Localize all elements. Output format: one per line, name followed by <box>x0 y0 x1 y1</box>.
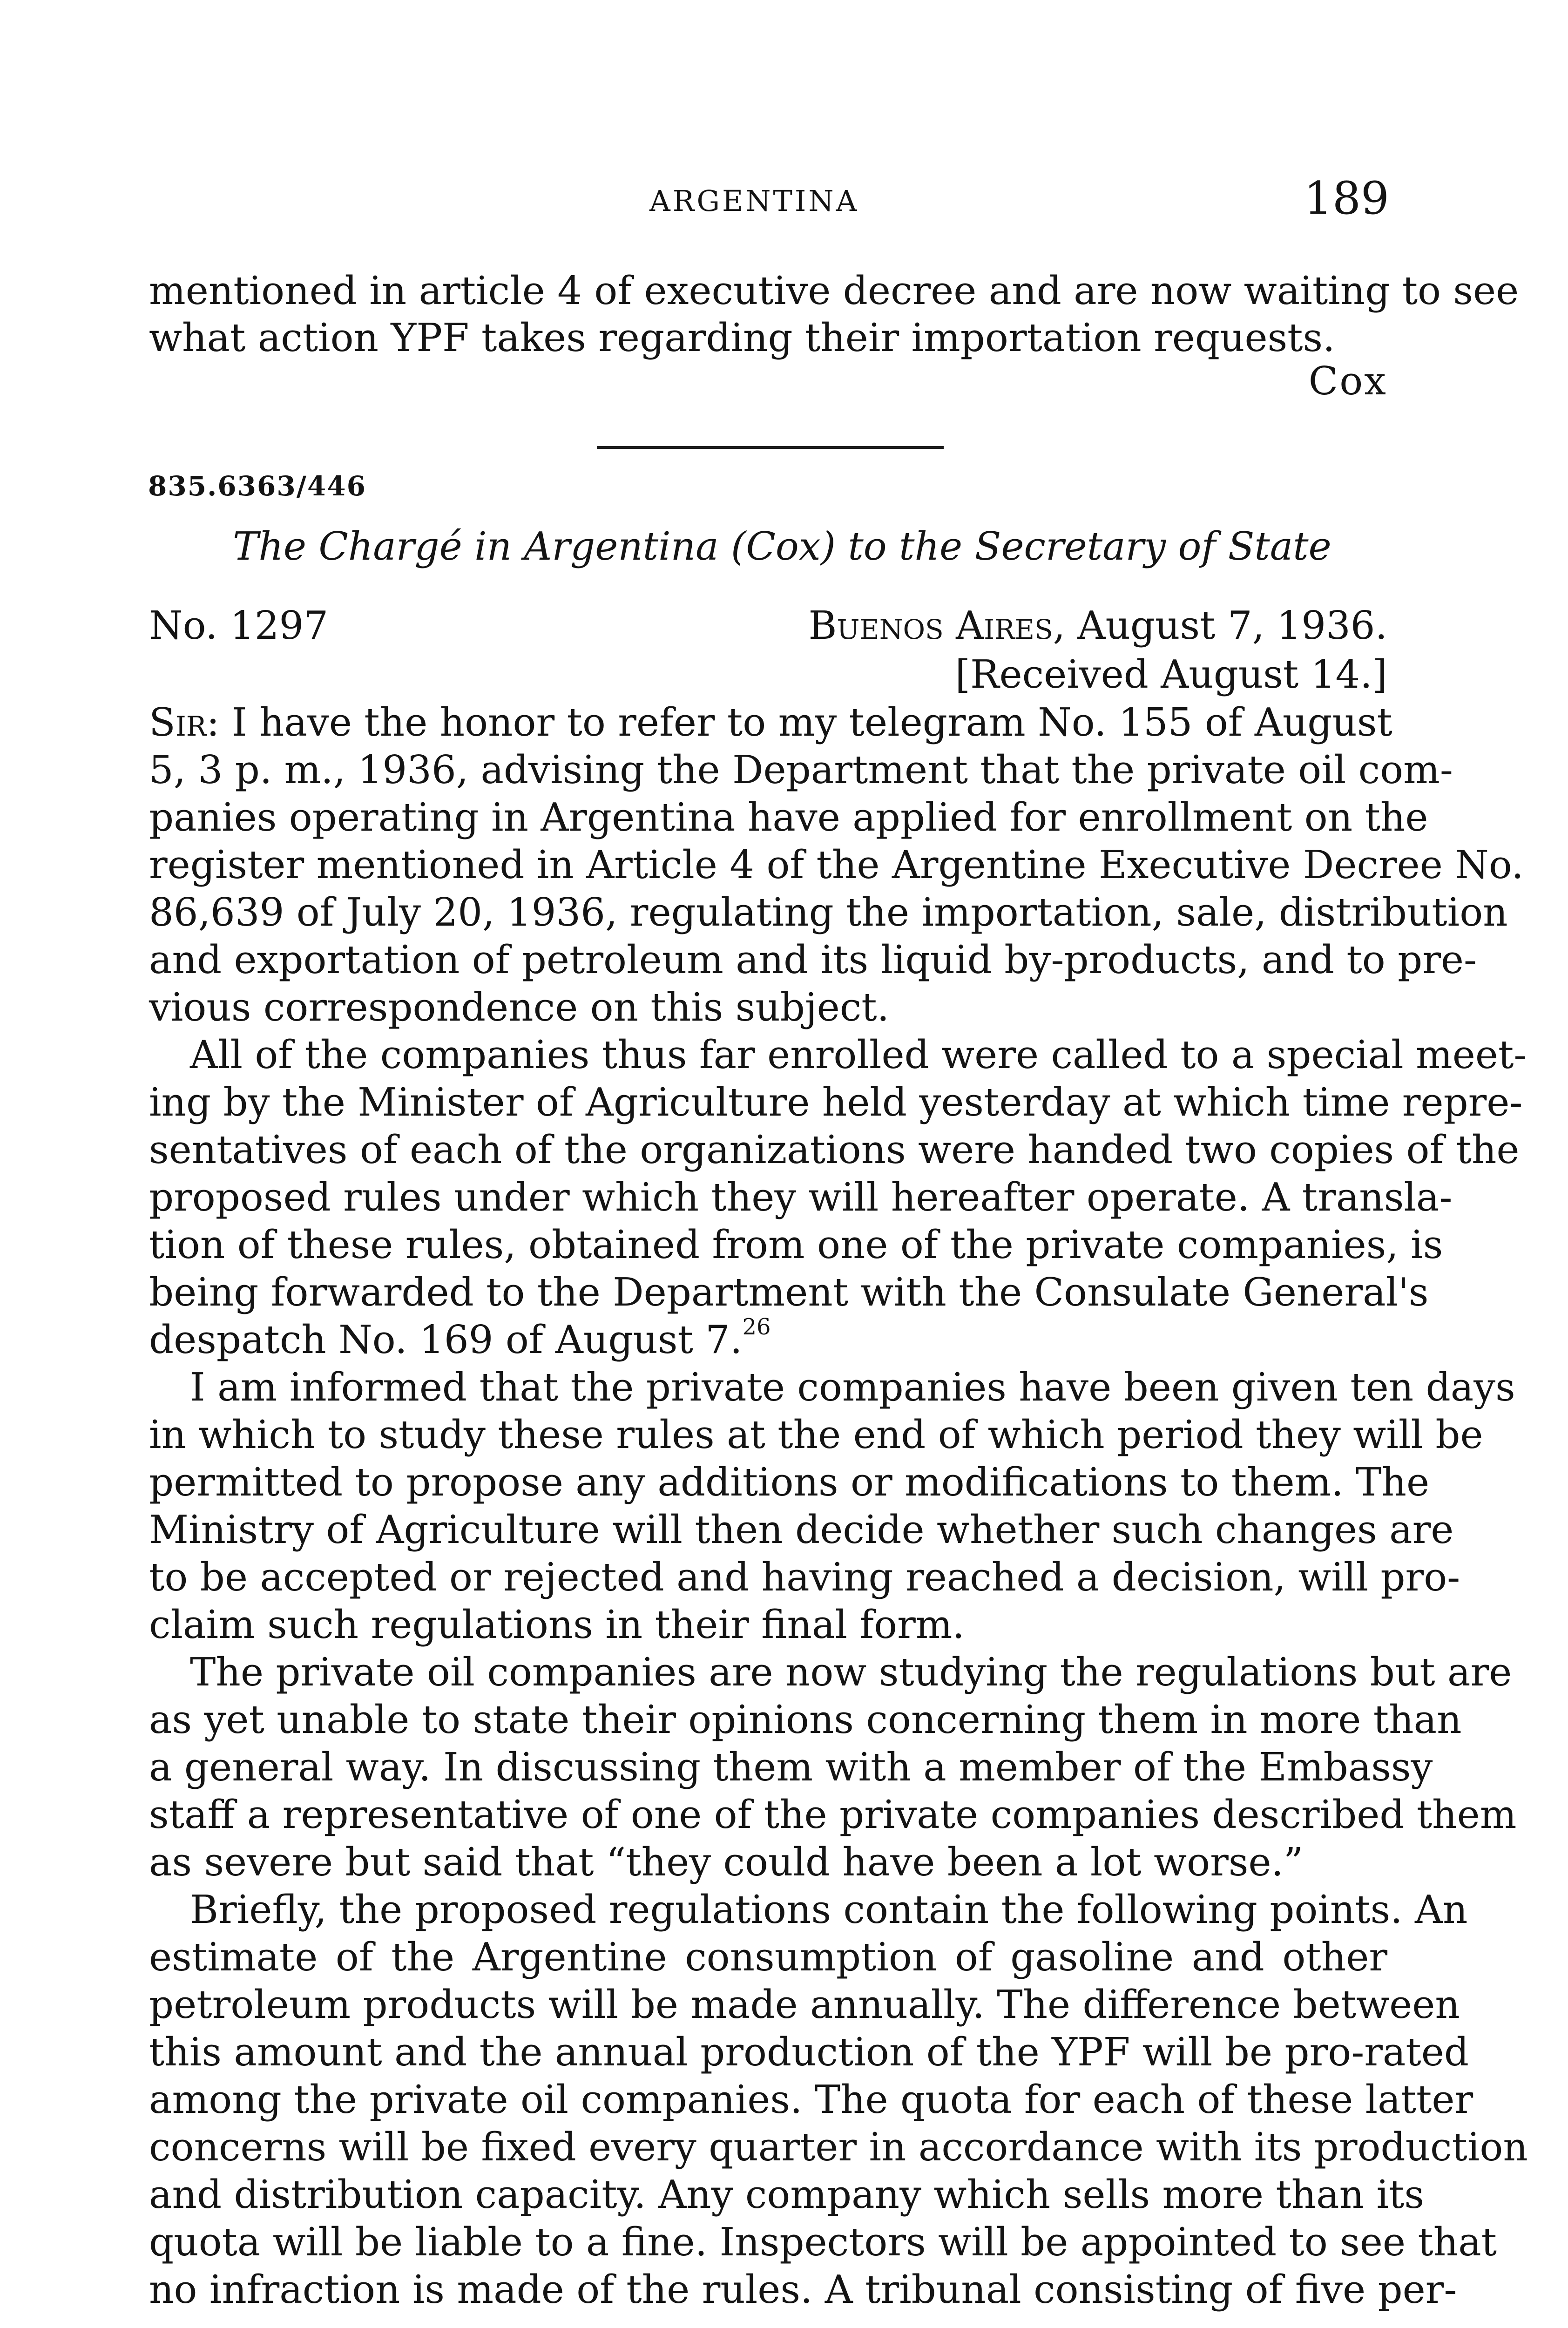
signature: Cox <box>1308 359 1387 404</box>
paragraph-line: this amount and the annual production of the YPF will be pro-rated <box>149 2030 1469 2075</box>
paragraph-line: staff a representative of one of the private companies described them <box>149 1792 1517 1837</box>
paragraph-line: and exportation of petroleum and its liquid by-products, and to pre- <box>149 937 1477 982</box>
paragraph-line: 86,639 of July 20, 1936, regulating the importation, sale, distribution <box>149 890 1508 935</box>
received-date: [Received August 14.] <box>955 652 1387 697</box>
place-date <box>809 603 1388 648</box>
paragraph-line: quota will be liable to a fine. Inspectors will be appointed to see that <box>149 2220 1497 2265</box>
paragraph-line: to be accepted or rejected and having reached a decision, will pro- <box>149 1555 1460 1600</box>
paragraph-line: The private oil companies are now studying the regulations but are <box>190 1650 1512 1695</box>
paragraph-line: in which to study these rules at the end of which period they will be <box>149 1412 1483 1457</box>
paragraph-line: register mentioned in Article 4 of the Argentine Executive Decree No. <box>149 842 1524 887</box>
continuation-line: what action YPF takes regarding their importation requests. <box>149 315 1335 360</box>
paragraph-line: being forwarded to the Department with the Consulate General's <box>149 1270 1429 1315</box>
paragraph-line: a general way. In discussing them with a member of the Embassy <box>149 1745 1433 1790</box>
paragraph-line: despatch No. 169 of August 7.26 <box>149 1314 771 1362</box>
paragraph-line: I am informed that the private companies have been given ten days <box>190 1365 1515 1410</box>
running-head: ARGENTINA <box>649 184 859 218</box>
paragraph-line: estimate of the Argentine consumption of gasoline and other <box>149 1935 1387 1980</box>
paragraph-line: sentatives of each of the organizations were handed two copies of the <box>149 1127 1520 1172</box>
paragraph-line: among the private oil companies. The quota for each of these latter <box>149 2077 1473 2122</box>
paragraph-line: and distribution capacity. Any company which sells more than its <box>149 2172 1424 2217</box>
continuation-line: mentioned in article 4 of executive decree and are now waiting to see <box>149 268 1519 313</box>
paragraph-line: Ministry of Agriculture will then decide whether such changes are <box>149 1507 1454 1552</box>
section-divider <box>597 446 944 449</box>
salutation: Sir: <box>149 700 220 745</box>
place: Buenos Aires, <box>808 603 1066 648</box>
paragraph-line: All of the companies thus far enrolled were called to a special meet- <box>190 1032 1527 1077</box>
paragraph-line: Briefly, the proposed regulations contain the following points. An <box>190 1887 1468 1932</box>
page-number: 189 <box>1304 172 1389 224</box>
document-number: No. 1297 <box>149 603 329 648</box>
paragraph-line: as severe but said that “they could have been a lot worse.” <box>149 1840 1304 1885</box>
paragraph-line: as yet unable to state their opinions concerning them in more than <box>149 1697 1462 1742</box>
paragraph-line: permitted to propose any additions or modifications to them. The <box>149 1460 1430 1505</box>
paragraph-line: no infraction is made of the rules. A tribunal consisting of five per- <box>149 2267 1457 2312</box>
paragraph-line: Sir: I have the honor to refer to my telegram No. 155 of August <box>149 700 1392 745</box>
paragraph-line: vious correspondence on this subject. <box>149 985 890 1030</box>
paragraph-line: proposed rules under which they will hereafter operate. A transla- <box>149 1175 1453 1220</box>
paragraph-line: claim such regulations in their final form. <box>149 1602 965 1647</box>
paragraph-line: 5, 3 p. m., 1936, advising the Department that the private oil com- <box>149 747 1453 792</box>
paragraph-line: petroleum products will be made annually. The difference between <box>149 1982 1460 2027</box>
paragraph-line: tion of these rules, obtained from one of the private companies, is <box>149 1222 1443 1267</box>
document-heading: The Chargé in Argentina (Cox) to the Secretary of State <box>233 524 1331 569</box>
paragraph-line: panies operating in Argentina have applied for enrollment on the <box>149 795 1428 840</box>
footnote-reference: 26 <box>742 1314 771 1340</box>
date: August 7, 1936. <box>1077 603 1387 648</box>
file-number: 835.6363/446 <box>148 470 366 502</box>
paragraph-line: concerns will be fixed every quarter in accordance with its production <box>149 2125 1528 2170</box>
paragraph-line: ing by the Minister of Agriculture held yesterday at which time repre- <box>149 1080 1523 1125</box>
